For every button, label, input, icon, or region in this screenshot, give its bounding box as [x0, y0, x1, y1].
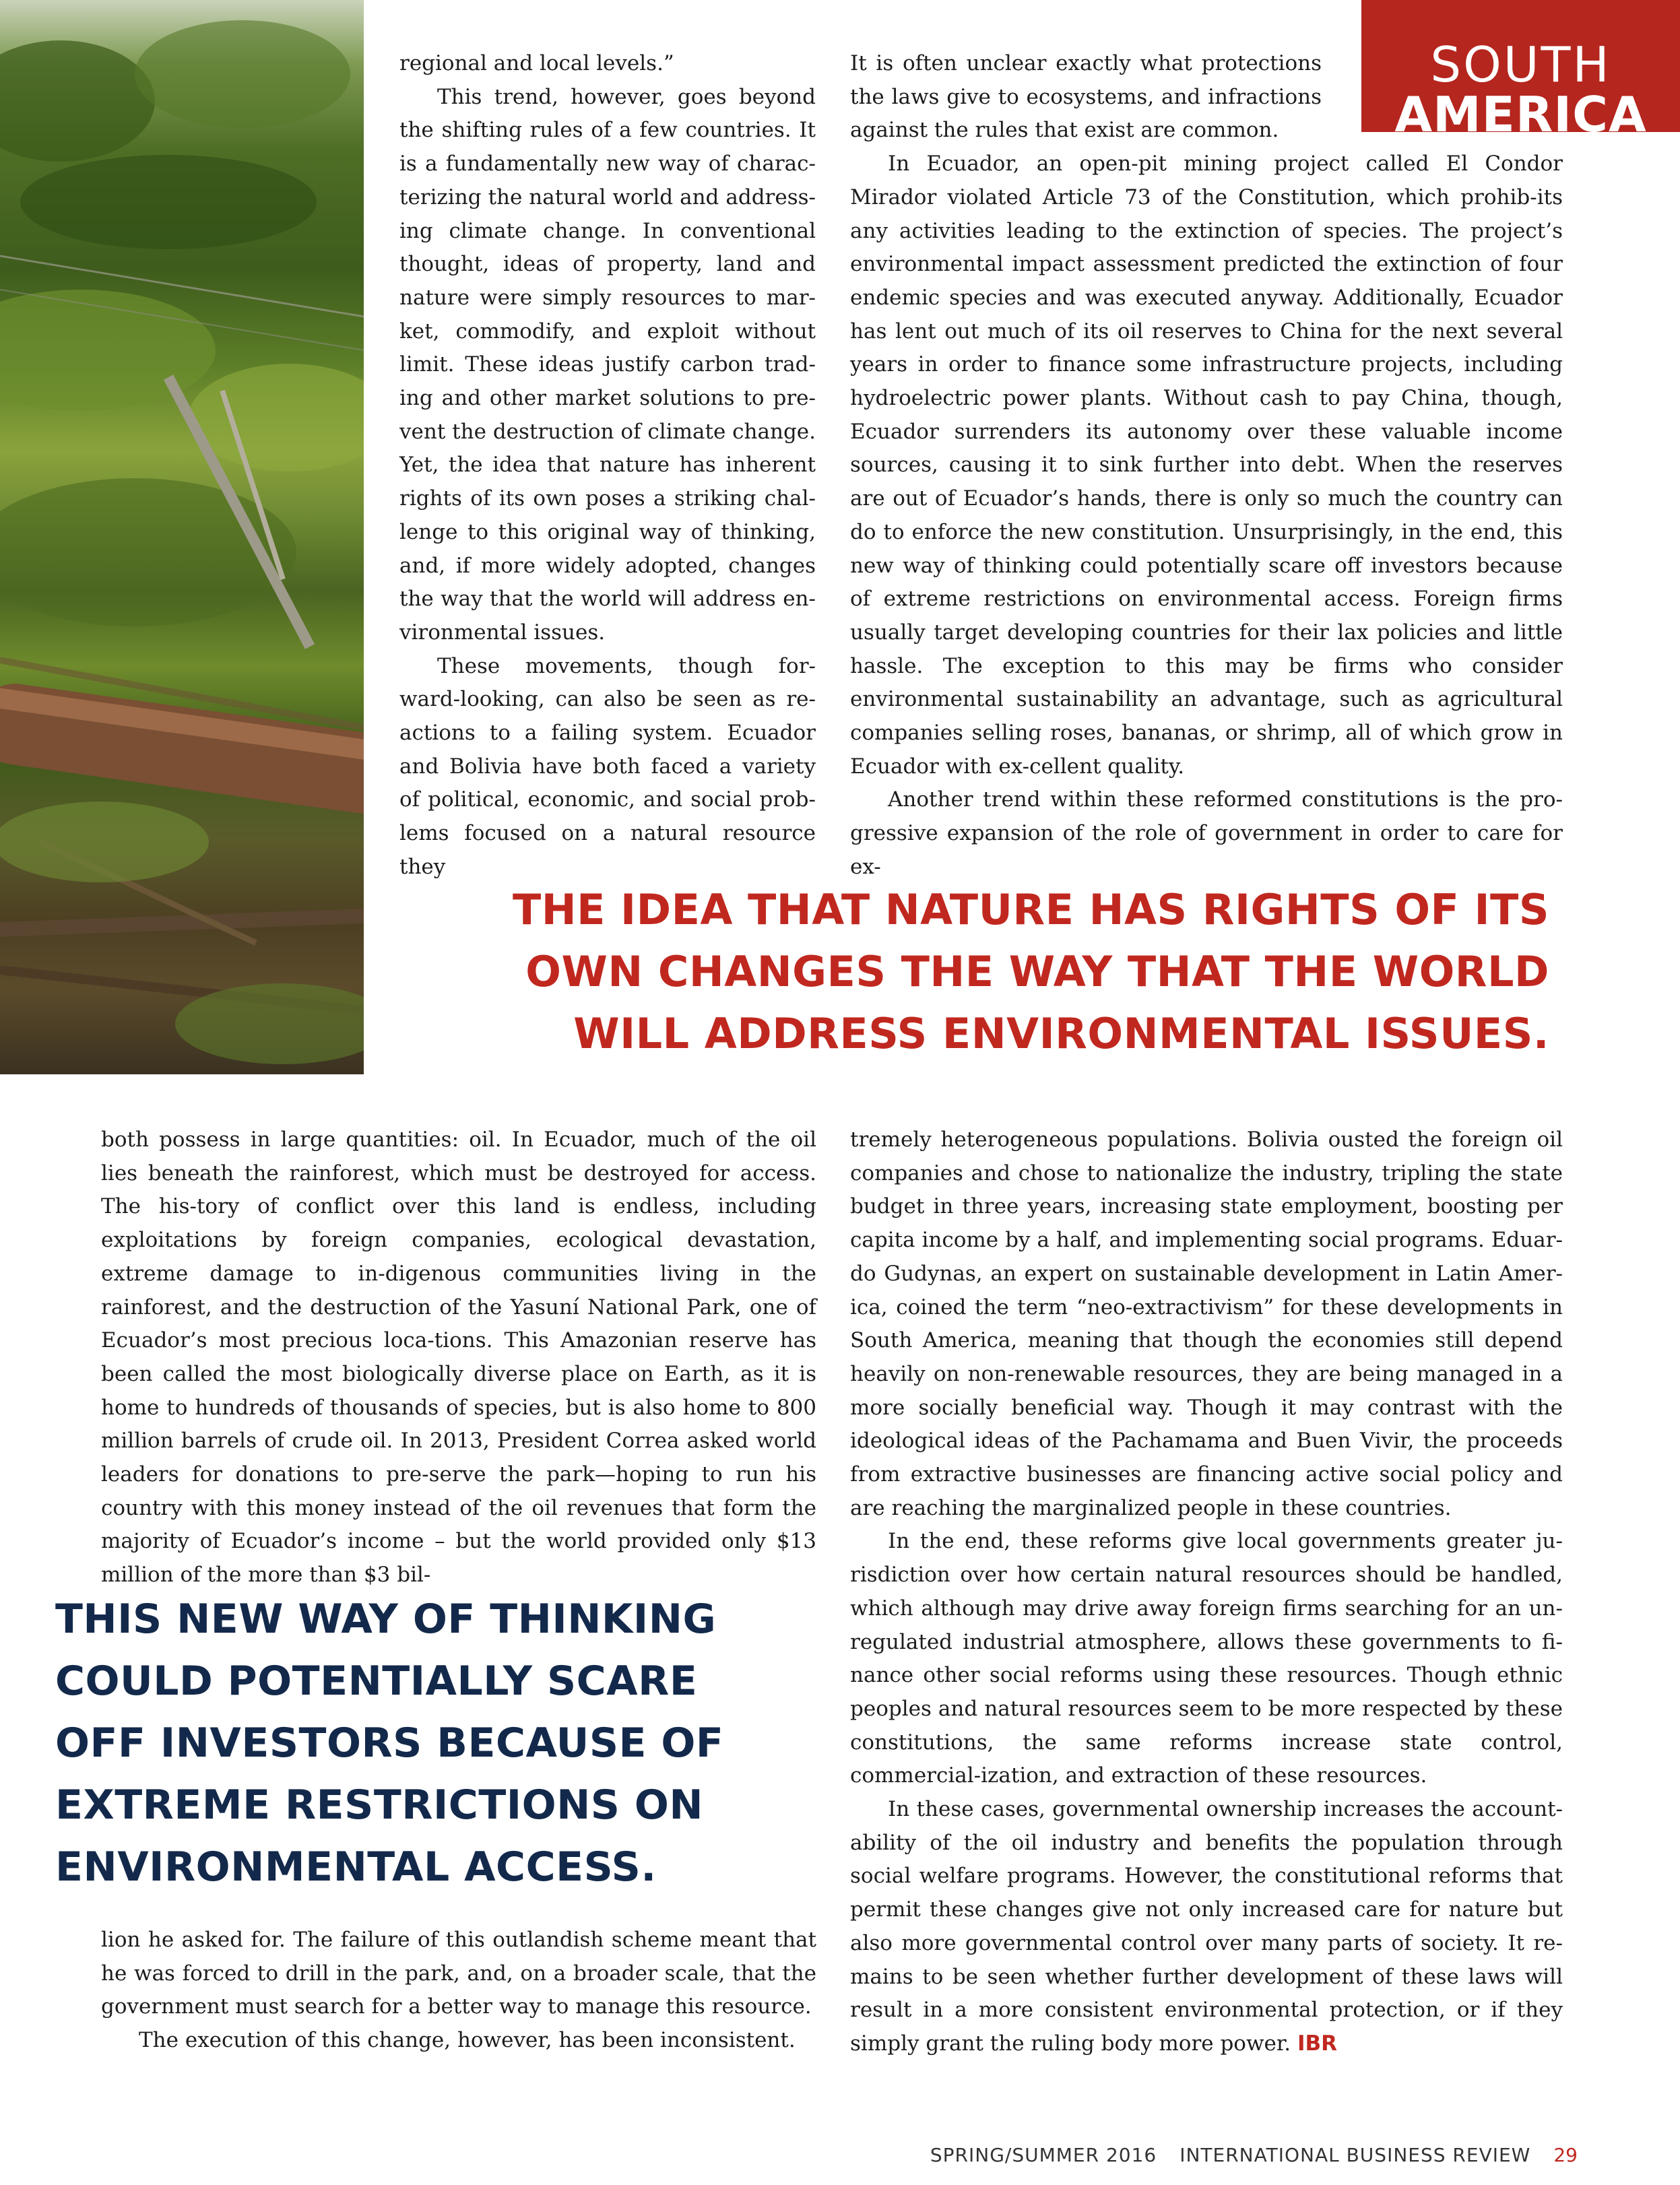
paragraph: Another trend within these reformed constitutions is the pro-gressive expansion of the role of government in order to care for ex- [850, 787, 1563, 879]
page-footer [775, 2144, 1578, 2166]
pull-quote-line: EXTREME RESTRICTIONS ON [55, 1782, 704, 1829]
rainforest-photo [0, 0, 364, 1074]
end-mark: IBR [1297, 2031, 1338, 2056]
paragraph: These movements, though for-ward-looking, can also be seen as re-actions to a failing system. Ecuador and Bolivia have both faced a variety of political, economic, and social prob-lems focused on a natural resource they [399, 653, 816, 879]
paragraph: both possess in large quantities: oil. In Ecuador, much of the oil lies beneath the rainforest, which must be destroyed for access. The his-tory of conflict over this land is endless, including exploitations by foreign companies, ecological devastation, extreme damage to in-digenous communities living in the rainforest, and the destruction of the Yasuní National Park, one of Ecuador’s most precious loca-tions. This Amazonian reserve has been called the most biologically diverse place on Earth, as it is home to hundreds of thousands of species, but is also home to 800 million barrels of crude oil. In 2013, President Correa asked world leaders for donations to pre-serve the park—hoping to run his country with this money instead of the oil revenues that form the majority of Ecuador’s income – but the world provided only $13 million of the more than $3 bil- [101, 1128, 816, 1588]
article-column-5 [101, 1924, 816, 2058]
paragraph [850, 1793, 1563, 2061]
section-tag-line1: SOUTH [1430, 36, 1611, 93]
pull-quote-investors [55, 1588, 810, 1898]
paragraph: In the end, these reforms give local governments greater ju-risdiction over how certain natural resources should be handled, which although may drive away foreign firms searching for an un-regulated industrial atmosphere, allows these governments to fi-nance other social reforms using these resources. Though ethnic peoples and natural resources seem to be more respected by these constitutions, the same reforms increase state control, commercial-ization, and extraction of these resources. [850, 1529, 1563, 1788]
pull-quote-line: OFF INVESTORS BECAUSE OF [55, 1720, 724, 1767]
article-column-1 [399, 47, 816, 884]
pull-quote-line: OWN CHANGES THE WAY THAT THE WORLD [525, 947, 1549, 996]
rainforest-illustration [0, 0, 364, 1074]
footer-issue: SPRING/SUMMER 2016 [930, 2144, 1157, 2166]
pull-quote-line: THE IDEA THAT NATURE HAS RIGHTS OF ITS [512, 885, 1549, 934]
pull-quote-line: WILL ADDRESS ENVIRONMENTAL ISSUES. [573, 1009, 1549, 1058]
paragraph: regional and local levels.” [399, 51, 674, 75]
pull-quote-line: ENVIRONMENTAL ACCESS. [55, 1844, 657, 1891]
pull-quote-line: COULD POTENTIALLY SCARE [55, 1658, 698, 1705]
paragraph: This trend, however, goes beyond the shifting rules of a few countries. It is a fundamentally new way of charac-terizing the natural world and address-ing climate change. In conventional thought, ideas of property, land and nature were simply resources to mar-ket, commodify, and exploit without limit. These ideas justify carbon trad-ing and other market solutions to pre-vent the destruction of climate change. Yet, the idea that nature has inherent rights of its own poses a striking chal-lenge to this original way of thinking, and, if more widely adopted, changes the way that the world will address en-vironmental issues. [399, 84, 816, 645]
article-column-3 [101, 1123, 816, 1592]
pull-quote-nature-rights [404, 879, 1549, 1065]
article-column-2 [850, 47, 1563, 884]
article-column-4 [850, 1123, 1563, 2061]
paragraph: lion he asked for. The failure of this outlandish scheme meant that he was forced to drill in the park, and, on a broader scale, that the government must search for a better way to manage this resource. [101, 1928, 816, 2019]
page-number: 29 [1553, 2144, 1578, 2166]
footer-publication: INTERNATIONAL BUSINESS REVIEW [1180, 2144, 1531, 2166]
paragraph-text: In these cases, governmental ownership increases the account-ability of the oil industry and benefits the population through social welfare programs. However, the constitutional reforms that permit these changes give not only increased care for nature but also more governmental control over many parts of society. It re-mains to be seen whether further development of these laws will result in a more consistent environmental protection, or if they simply grant the ruling body more power. [850, 1797, 1563, 2056]
paragraph: In Ecuador, an open-pit mining project called El Condor Mirador violated Article 73 of the Constitution, which prohib-its any activities leading to the extinction of species. The project’s environmental impact assessment predicted the extinction of four endemic species and was executed anyway. Additionally, Ecuador has lent out much of its oil reserves to China for the next several years in order to finance some infrastructure projects, including hydroelectric power plants. Without cash to pay China, though, Ecuador surrenders its autonomy over these valuable income sources, causing it to sink further into debt. When the reserves are out of Ecuador’s hands, there is only so much the country can do to enforce the new constitution. Unsurprisingly, in the end, this new way of thinking could potentially scare off investors because of extreme restrictions on environmental access. Foreign firms usually target developing countries for their lax policies and little hassle. The exception to this may be firms who consider environmental sustainability an advantage, such as agricultural companies selling roses, bananas, or shrimp, all of which grow in Ecuador with ex-cellent quality. [850, 152, 1563, 779]
section-tag-line2: AMERICA [1394, 86, 1647, 143]
paragraph: tremely heterogeneous populations. Bolivia ousted the foreign oil companies and chose to nationalize the industry, tripling the state budget in three years, increasing state employment, boosting per capita income by a half, and implementing social programs. Eduar-do Gudynas, an expert on sustainable development in Latin Amer-ica, coined the term “neo-extractivism” for these developments in South America, meaning that though the economies still depend heavily on non-renewable resources, they are being managed in a more socially beneficial way. Though it may contrast with the ideological ideas of the Pachamama and Buen Vivir, the proceeds from extractive businesses are financing active social policy and are reaching the marginalized people in these countries. [850, 1128, 1563, 1520]
pull-quote-line: THIS NEW WAY OF THINKING [55, 1596, 717, 1643]
paragraph: The execution of this change, however, has been inconsistent. [139, 2028, 796, 2053]
paragraph: It is often unclear exactly what protections the laws give to ecosystems, and infractions against the rules that exist are common. [850, 51, 1322, 143]
